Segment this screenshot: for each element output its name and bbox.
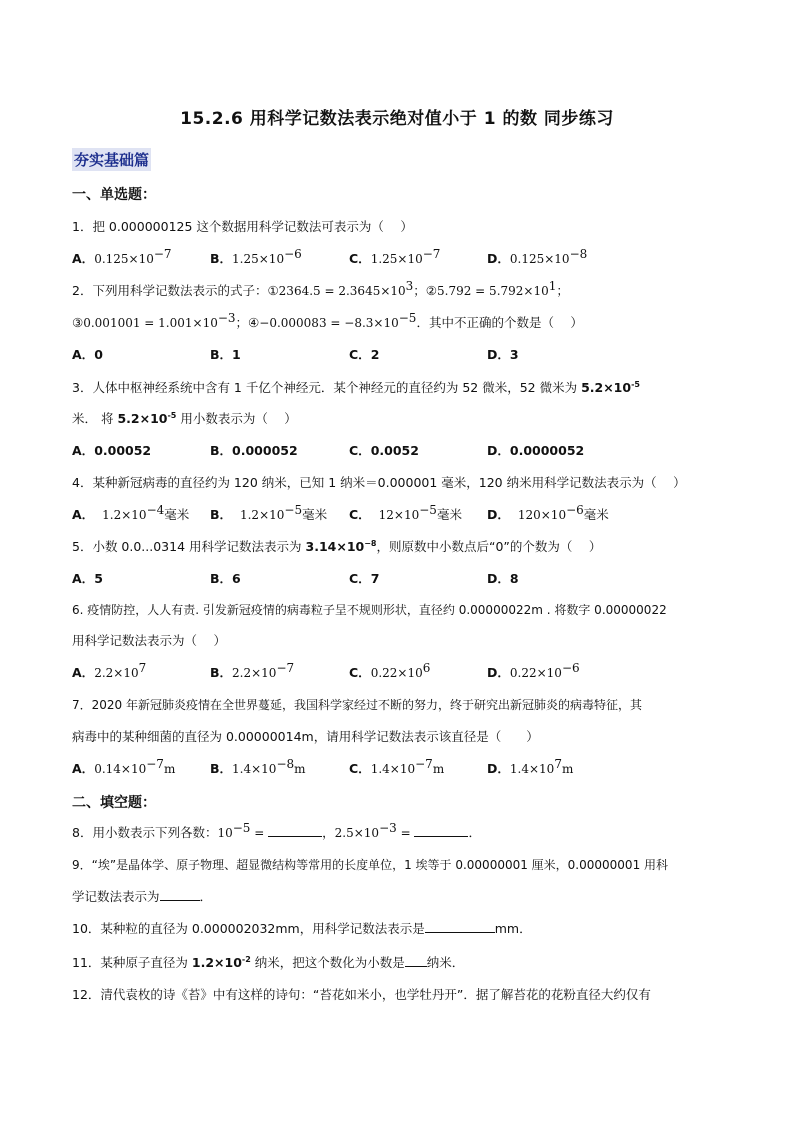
q7-option-d: D．$1.4\times 10^7m$ [487,757,574,776]
q5-option-c: C．7 [349,571,380,586]
q1-option-c: C．$1.25\times 10^{-7}$ [349,247,441,266]
q4-option-a: A． $1.2\times 10^{-4}$毫米 [72,503,190,522]
question-9-line-2: 学记数法表示为 ． [72,889,213,904]
q3-option-a: A．0.00052 [72,443,152,458]
q1-option-b: B．$1.25\times 10^{-6}$ [210,247,302,266]
answer-blank[interactable] [405,954,427,967]
question-8-text: 8．用小数表示下列各数：$10^{-5}$ = ，$2.5\times 10^{-3}$ = ． [72,821,481,840]
question-11-text: 11．某种原子直径为 $1.2\times 10^{-2}$ 纳米，把这个数化为小数是 纳米． [72,955,465,970]
q2-option-b: B．1 [210,347,241,362]
section-badge: 夯实基础篇 [72,148,151,171]
answer-blank[interactable] [160,888,200,901]
q5-option-a: A．5 [72,571,103,586]
q6-option-d: D．$0.22\times 10^{-6}$ [487,661,580,680]
page-title: 15.2.6 用科学记数法表示绝对值小于 1 的数 同步练习 [180,109,614,129]
q2-option-c: C．2 [349,347,380,362]
q6-option-c: C．$0.22\times 10^6$ [349,661,431,680]
section-heading-multiple-choice: 一、单选题： [72,187,156,203]
question-4-text: 4．某种新冠病毒的直径约为 120 纳米，已知 1 纳米＝0.000001 毫米，120 纳米用科学记数法表示为（ ） [72,475,686,490]
question-9-line-1: 9．“埃”是晶体学、原子物理、超显微结构等常用的长度单位，1 埃等于 0.00000001 厘米，0.00000001 用科 [72,858,669,872]
answer-blank[interactable] [268,824,322,837]
answer-blank[interactable] [425,920,495,933]
question-2-line-1: 2．下列用科学记数法表示的式子：①2364.5 = $2.3645\times 10^3$；②5.792 = $5.792\times 10^1$； [72,279,569,298]
question-12-text: 12．清代袁枚的诗《苔》中有这样的诗句：“苔花如米小，也学牡丹开”．据了解苔花的花粉直径大约仅有 [72,987,651,1002]
q4-option-b: B． $1.2\times 10^{-5}$毫米 [210,503,328,522]
q1-option-a: A．$0.125\times 10^{-7}$ [72,247,172,266]
section-heading-fill-in: 二、填空题： [72,795,156,811]
q2-option-a: A．0 [72,347,103,362]
q1-option-d: D．$0.125\times 10^{-8}$ [487,247,588,266]
q7-option-c: C．$1.4\times 10^{-7}m$ [349,757,445,776]
q6-option-b: B．$2.2\times 10^{-7}$ [210,661,295,680]
question-6-line-1: 6. 疫情防控，人人有责. 引发新冠疫情的病毒粒子呈不规则形状，直径约 0.00000022m . 将数字 0.00000022 [72,603,667,617]
q3-option-c: C．0.0052 [349,443,419,458]
q4-option-c: C． $12\times 10^{-5}$毫米 [349,503,462,522]
question-3-line-1: 3．人体中枢神经系统中含有 1 千亿个神经元．某个神经元的直径约为 52 微米，52 微米为 $5.2\times 10^{-5}$ [72,380,640,395]
question-7-line-1: 7．2020 年新冠肺炎疫情在全世界蔓延，我国科学家经过不断的努力，终于研究出新冠肺炎的病毒特征，其 [72,698,642,712]
question-5-text: 5．小数 0.0...0314 用科学记数法表示为 $3.14\times 10^{-8}$，则原数中小数点后“0”的个数为（ ） [72,539,602,554]
question-7-line-2: 病毒中的某种细菌的直径为 0.00000014m，请用科学记数法表示该直径是（ ） [72,729,539,744]
q4-option-d: D． $120\times 10^{-6}$毫米 [487,503,609,522]
question-6-line-2: 用科学记数法表示为（ ） [72,633,226,648]
answer-blank[interactable] [414,824,468,837]
q7-option-a: A．$0.14\times 10^{-7}m$ [72,757,176,776]
question-1-text: 1．把 0.000000125 这个数据用科学记数法可表示为（ ） [72,219,413,234]
q6-option-a: A．$2.2\times 10^7$ [72,661,147,680]
question-10-text: 10．某种粒的直径为 0.000002032mm，用科学记数法表示是 mm． [72,921,532,936]
q5-option-d: D．8 [487,571,519,586]
q7-option-b: B．$1.4\times 10^{-8}m$ [210,757,306,776]
question-3-line-2: 米． 将 $5.2\times 10^{-5}$ 用小数表示为（ ） [72,411,297,426]
q5-option-b: B．6 [210,571,241,586]
q2-option-d: D．3 [487,347,519,362]
question-2-line-2: ③0.001001 = $1.001\times 10^{-3}$；④−0.000083 = $-8.3\times 10^{-5}$．其中不正确的个数是（ ） [72,311,583,330]
q3-option-d: D．0.0000052 [487,443,585,458]
q3-option-b: B．0.000052 [210,443,298,458]
